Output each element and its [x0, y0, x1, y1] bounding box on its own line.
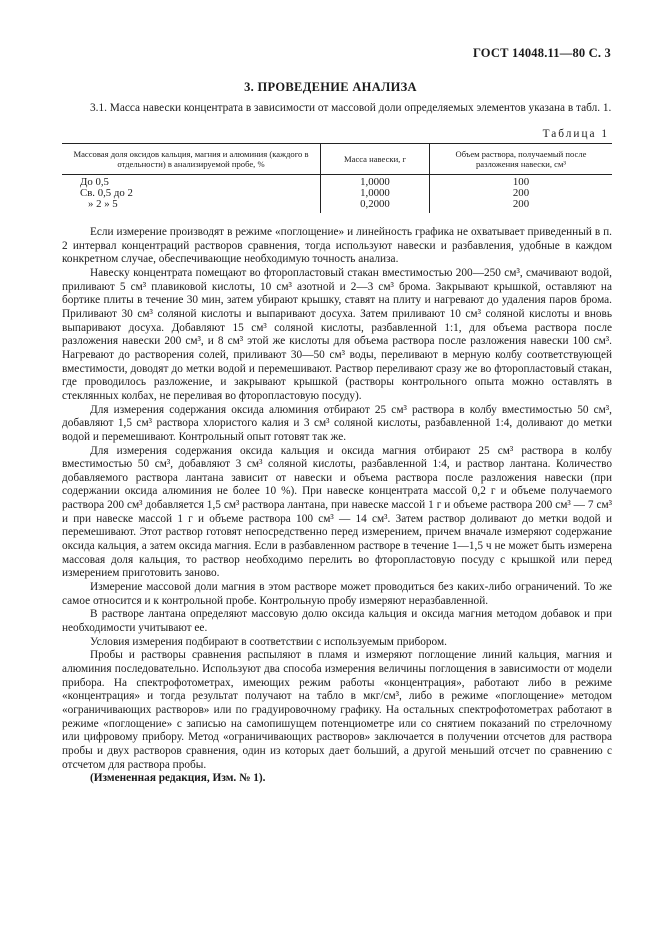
- cell-volume: 200: [430, 188, 613, 199]
- header-oxide-fraction: Массовая доля оксидов кальция, магния и алюминия (каждого в отдельности) в анализируемой пробе, %: [62, 144, 321, 175]
- header-sample-mass: Масса навески, г: [321, 144, 430, 175]
- intro-paragraph: 3.1. Масса навески концентрата в зависимости от массовой доли определяемых элементов указана в табл. 1.: [90, 102, 612, 114]
- table-row: [62, 188, 612, 199]
- section-title: 3. ПРОВЕДЕНИЕ АНАЛИЗА: [244, 80, 417, 94]
- paragraph-calcium-magnesium-oxide: Для измерения содержания оксида кальция и оксида магния отбирают 25 см³ раствора в колбу вместимостью 50 см³, добавляют 3 см³ соляной кислоты, разбавленной 1:4, и раствор лантана. Количество добавляемого раствора лантана зависит от навески и объема раствора после разложения навески (при содержании оксида алюминия не более 10 %). При навеске концентрата массой 0,2 г и объеме получаемого раствора 200 см³ добавляется 1,5 см³ раствора лантана, при навеске массой 1 г и объеме раствора 200 см³ — 7 см³ и при навеске массой 1 г и объеме раствора 100 см³ — 14 см³. Затем раствор доливают до метки водой и перемешивают. Этот раствор готовят непосредственно перед измерением, причем вначале измеряют содержание оксида кальция, а затем оксида магния. Если в разбавленном растворе в течение 1—1,5 ч не может быть измерена массовая доля кальция, то раствор необходимо перелить во фторопластовую посуду с крышкой или перед измерением приготовить заново.: [62, 444, 612, 580]
- cell-mass: 1,0000: [321, 175, 430, 189]
- cell-mass: 1,0000: [321, 188, 430, 199]
- paragraph-spraying-samples: Пробы и растворы сравнения распыляют в пламя и измеряют поглощение линий кальция, магния и алюминия последовательно. Используют два способа измерения величины поглощения в зависимости от модели прибора. На спектрофотометрах, имеющих режим работы «концентрация», работают либо в режиме «концентрация» и тогда результат получают на табло в мкг/см³, либо в режиме «поглощение» методом «ограничивающих растворов» или по градуировочному графику. На остальных спектрофотометрах работают в режиме «поглощение» с записью на самопишущем потенциометре или со снятием показаний по стрелочному или цифровому прибору. Метод «ограничивающих растворов» заключается в получении отсчетов для раствора пробы и двух растворов сравнения, один из которых дает больший, а другой меньший отсчет по сравнению с отсчетом для раствора пробы.: [62, 649, 612, 771]
- paragraph-aluminium-oxide: Для измерения содержания оксида алюминия отбирают 25 см³ раствора в колбу вместимостью 50 см³, добавляют 1,5 см³ раствора хлористого калия и 3 см³ соляной кислоты, разбавленной 1:4, доливают до метки водой и перемешивают. Контрольный опыт готовят так же.: [62, 403, 612, 443]
- table-caption: Таблица 1: [542, 128, 609, 140]
- paragraph-lanthanum-solution: В растворе лантана определяют массовую долю оксида кальция и оксида магния методом добавок и при необходимости учитывают ее.: [62, 608, 612, 635]
- paragraph-measurement-mode: Если измерение производят в режиме «поглощение» и линейность графика не охватывает приведенный в п. 2 интервал концентраций растворов сравнения, тогда используют навески и разбавления, удобные в каждом конкретном случае, обеспечивающие необходимую точность анализа.: [62, 226, 612, 266]
- paragraph-measurement-conditions: Условия измерения подбирают в соответствии с используемым прибором.: [90, 635, 447, 648]
- amendment-note: (Измененная редакция, Изм. № 1).: [90, 772, 266, 785]
- document-body: [62, 226, 612, 786]
- cell-mass: 0,2000: [321, 199, 430, 213]
- cell-volume: 200: [430, 199, 613, 213]
- header-solution-volume: Объем раствора, получаемый после разложения навески, см³: [430, 144, 613, 175]
- cell-range: До 0,5: [80, 176, 109, 188]
- table-row: [62, 175, 612, 189]
- paragraph-sample-decomposition: Навеску концентрата помещают во фторопластовый стакан вместимостью 200—250 см³, смачивают водой, приливают 5 см³ плавиковой кислоты, 10 см³ азотной и 2—3 см³ брома. Закрывают крышкой, оставляют на бортике плиты в течение 30 мин, затем убирают крышку, ставят на плиту и нагревают до удаления паров брома. Приливают 30 см³ соляной кислоты и выпаривают досуха. Затем приливают 10 см³ соляной кислоты и вновь выпаривают досуха. Добавляют 15 см³ соляной кислоты, разбавленной 1:1, для объема раствора после разложения навески 200 см³, и 8 см³ этой же кислоты для объема раствора после разложения навески 100 см³. Нагревают до растворения солей, приливают 30—50 см³ воды, переливают в мерную колбу соответствующей вместимости, доводят до метки водой и перемешивают. Раствор переливают сразу же во фторопластовый стакан, где проводилось разложение, и закрывают крышкой (растворы контрольного опыта можно оставлять в стеклянных колбах, не переливая во фторопластовую посуду).: [62, 266, 612, 402]
- cell-range: » 2 » 5: [88, 198, 118, 210]
- table-header-row: [62, 144, 612, 175]
- cell-range: Св. 0,5 до 2: [80, 187, 133, 199]
- table-row: [62, 199, 612, 213]
- data-table: [62, 143, 612, 213]
- document-reference: ГОСТ 14048.11—80 С. 3: [472, 46, 611, 60]
- cell-volume: 100: [430, 175, 613, 189]
- paragraph-magnesium-measurement: Измерение массовой доли магния в этом растворе может проводиться без каких-либо ограничений. То же самое относится и к контрольной пробе. Контрольную пробу измеряют неразбавленной.: [62, 581, 612, 607]
